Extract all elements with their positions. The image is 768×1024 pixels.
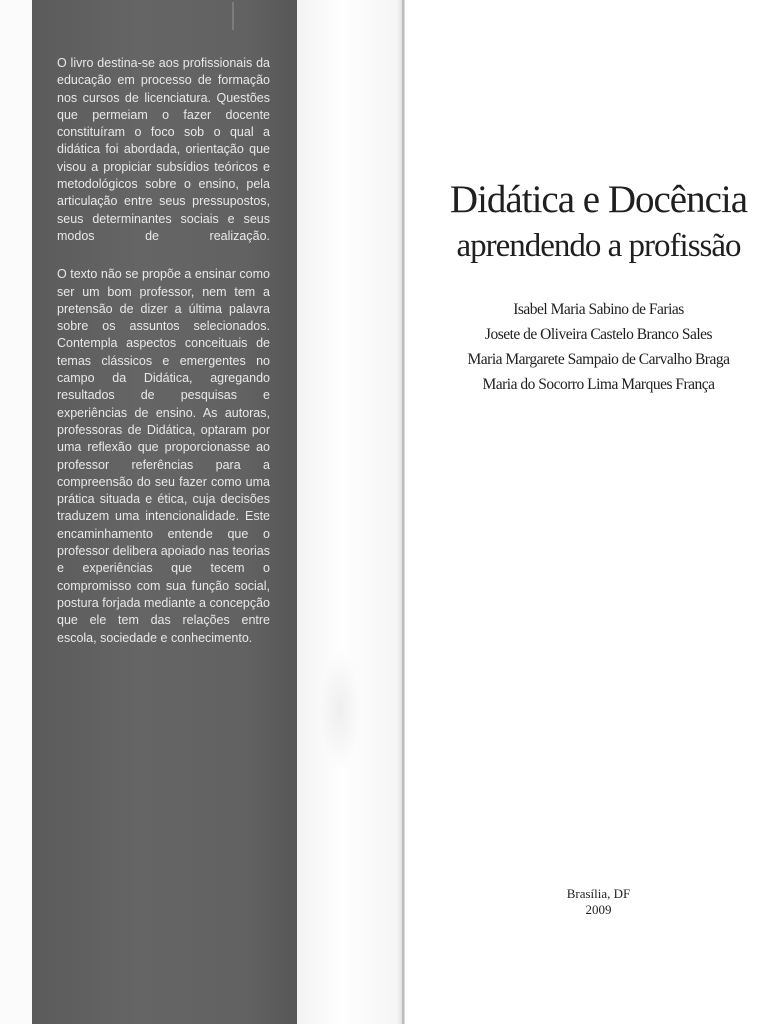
publication-place: Brasília, DF	[566, 886, 631, 901]
show-through-smudge	[320, 650, 360, 770]
author-name: Maria do Socorro Lima Marques França	[482, 376, 715, 393]
publication-year: 2009	[585, 902, 612, 917]
flap-paragraph-1: O livro destina-se aos profissionais da educação em processo de formação nos cursos de licenciatura. Questões que permeiam o fazer docente constituíram o foco sob o qual a didática foi abordada, orientação que visou a propiciar subsídios teóricos e metodológicos sobre o ensino, pela articulação entre seus pressupostos, seus determinantes sociais e seus modos de realização.	[57, 56, 270, 243]
book-title: Didática e Docência	[449, 178, 748, 221]
author-name: Maria Margarete Sampaio de Carvalho Braga	[467, 351, 730, 368]
scan-mark	[232, 2, 234, 30]
left-page-margin	[0, 0, 32, 1024]
imprint	[405, 886, 768, 918]
author-list	[405, 297, 768, 397]
author-name: Josete de Oliveira Castelo Branco Sales	[484, 326, 713, 343]
author-name: Isabel Maria Sabino de Farias	[513, 301, 684, 318]
book-subtitle: aprendendo a profissão	[456, 228, 741, 264]
page-gutter	[297, 0, 405, 1024]
title-page	[405, 0, 768, 1024]
flap-text	[57, 55, 270, 668]
page-fold	[402, 0, 404, 1024]
flap-paragraph-2: O texto não se propõe a ensinar como ser um bom professor, nem tem a pretensão de dizer a última palavra sobre os assuntos selecionados. Contempla aspectos conceituais de temas clássicos e emergentes no campo da Didática, agregando resultados de pesquisas e experiências de ensino. As autoras, professoras de Didática, optaram por uma reflexão que proporcionasse ao professor referências para a compreensão do seu fazer como uma prática situada e ética, cuja decisões traduzem uma intencionalidade. Este encaminhamento entende que o professor delibera apoiado nas teorias e experiências que tecem o compromisso com sua função social, postura forjada mediante a concepção que ele tem das relações entre escola, sociedade e conhecimento.	[57, 267, 270, 645]
